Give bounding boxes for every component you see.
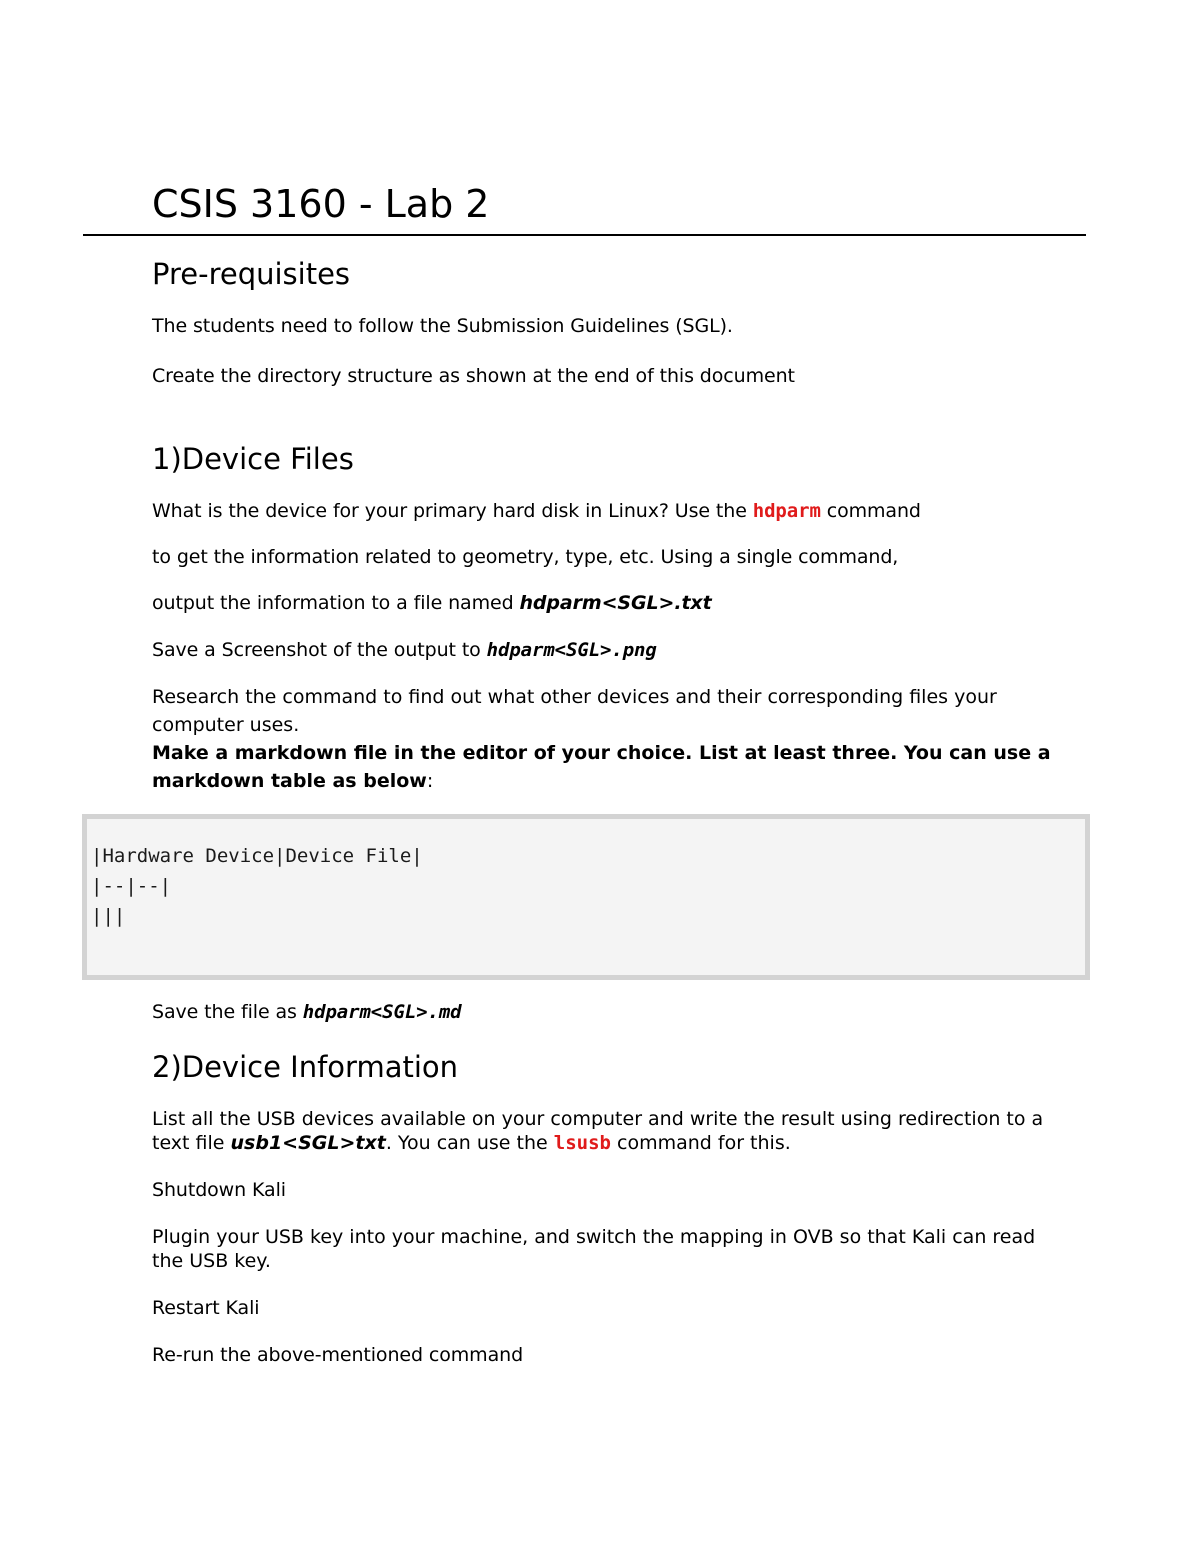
code-line-1: |Hardware Device|Device File| — [91, 845, 423, 867]
device-files-question-4 — [152, 638, 657, 662]
usb-list-suffix: command for this. — [610, 1132, 791, 1154]
device-information-heading: 2)Device Information — [152, 1050, 459, 1084]
hdparm-md-filename: hdparm<SGL>.md — [302, 1001, 462, 1023]
save-markdown-paragraph — [152, 1000, 462, 1024]
rerun-paragraph: Re-run the above-mentioned command — [152, 1344, 524, 1366]
markdown-instruction — [152, 739, 1072, 795]
question-1-text: What is the device for your primary hard disk in Linux? Use the — [152, 500, 753, 522]
hdparm-command: hdparm — [752, 500, 821, 522]
shutdown-paragraph: Shutdown Kali — [152, 1179, 286, 1201]
code-line-3: ||| — [91, 905, 126, 927]
question-4-text: Save a Screenshot of the output to — [152, 639, 487, 661]
device-files-heading: 1)Device Files — [152, 442, 354, 476]
hdparm-png-filename: hdparm<SGL>.png — [486, 639, 657, 661]
plugin-paragraph: Plugin your USB key into your machine, and switch the mapping in OVB so that Kali can read the USB key. — [152, 1226, 1036, 1272]
document-title: CSIS 3160 - Lab 2 — [152, 182, 490, 226]
research-paragraph: Research the command to find out what other devices and their corresponding files your computer uses. — [152, 686, 997, 736]
device-files-question-2: to get the information related to geometry, type, etc. Using a single command, — [152, 546, 899, 568]
question-1-suffix: command — [820, 500, 921, 522]
prerequisites-heading: Pre-requisites — [152, 257, 351, 291]
usb1-filename: usb1<SGL>txt — [230, 1132, 386, 1154]
title-divider — [83, 234, 1086, 236]
restart-paragraph: Restart Kali — [152, 1297, 260, 1319]
hdparm-txt-filename: hdparm<SGL>.txt — [519, 592, 712, 614]
usb-list-paragraph — [152, 1107, 1072, 1155]
question-3-text: output the information to a file named — [152, 592, 520, 614]
save-markdown-text: Save the file as — [152, 1001, 303, 1023]
markdown-instruction-bold: Make a markdown file in the editor of your choice. List at least three. You can use a markdown table as below — [152, 742, 1051, 792]
prereq-paragraph-1: The students need to follow the Submission Guidelines (SGL). — [152, 315, 733, 337]
markdown-instruction-colon: : — [426, 770, 434, 792]
prereq-paragraph-2: Create the directory structure as shown at the end of this document — [152, 365, 795, 387]
lsusb-command: lsusb — [553, 1132, 611, 1154]
device-files-question-1 — [152, 499, 921, 523]
device-files-question-3 — [152, 591, 712, 615]
usb-list-mid: . You can use the — [385, 1132, 554, 1154]
code-line-2: |--|--| — [91, 875, 172, 897]
markdown-code-block — [82, 814, 1090, 980]
usb-list-text: List all the USB devices available on your computer and write the result using redirection to a text file — [152, 1108, 1044, 1154]
